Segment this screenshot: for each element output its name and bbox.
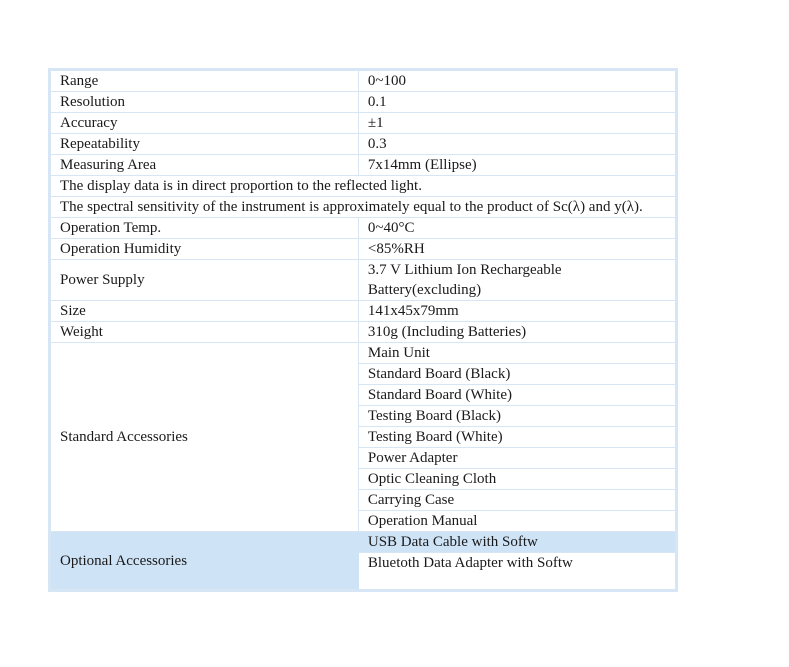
standard-accessory-item: Power Adapter bbox=[358, 448, 676, 469]
table-row bbox=[50, 176, 677, 197]
standard-accessory-item: Testing Board (Black) bbox=[358, 406, 676, 427]
table-row bbox=[50, 70, 677, 92]
table-row bbox=[50, 134, 677, 155]
optional-accessory-item: Bluetoth Data Adapter with Softw bbox=[358, 553, 676, 591]
table-row bbox=[50, 155, 677, 176]
resolution-label: Resolution bbox=[50, 92, 359, 113]
table-row bbox=[50, 343, 677, 364]
table-row bbox=[50, 239, 677, 260]
standard-accessory-item: Standard Board (Black) bbox=[358, 364, 676, 385]
display-data-note: The display data is in direct proportion to the reflected light. bbox=[50, 176, 677, 197]
table-row bbox=[50, 301, 677, 322]
standard-accessories-label: Standard Accessories bbox=[50, 343, 359, 532]
standard-accessory-item: Main Unit bbox=[358, 343, 676, 364]
size-value: 141x45x79mm bbox=[358, 301, 676, 322]
accuracy-label: Accuracy bbox=[50, 113, 359, 134]
power-supply-line-1: 3.7 V Lithium Ion Rechargeable bbox=[367, 262, 562, 278]
table-row bbox=[50, 532, 677, 553]
repeatability-label: Repeatability bbox=[50, 134, 359, 155]
weight-value: 310g (Including Batteries) bbox=[358, 322, 676, 343]
table-row bbox=[50, 197, 677, 218]
measuring-area-label: Measuring Area bbox=[50, 155, 359, 176]
size-label: Size bbox=[50, 301, 359, 322]
power-supply-line-2: Battery(excluding) bbox=[367, 282, 482, 298]
op-temp-value: 0~40°C bbox=[358, 218, 676, 239]
spectral-sensitivity-note: The spectral sensitivity of the instrument is approximately equal to the product of Sc(λ) and y(λ). bbox=[50, 197, 677, 218]
standard-accessory-item: Testing Board (White) bbox=[358, 427, 676, 448]
range-value: 0~100 bbox=[358, 70, 676, 92]
standard-accessory-item: Optic Cleaning Cloth bbox=[358, 469, 676, 490]
table-row bbox=[50, 218, 677, 239]
table-row bbox=[50, 113, 677, 134]
weight-label: Weight bbox=[50, 322, 359, 343]
standard-accessory-item: Carrying Case bbox=[358, 490, 676, 511]
table-row bbox=[50, 260, 677, 301]
table-row bbox=[50, 92, 677, 113]
optional-accessory-item: USB Data Cable with Softw bbox=[358, 532, 676, 553]
op-humidity-value: <85%RH bbox=[358, 239, 676, 260]
table-row bbox=[50, 322, 677, 343]
resolution-value: 0.1 bbox=[358, 92, 676, 113]
accuracy-value: ±1 bbox=[358, 113, 676, 134]
power-supply-label: Power Supply bbox=[50, 260, 359, 301]
power-supply-value bbox=[358, 260, 676, 301]
spec-table bbox=[48, 68, 678, 592]
range-label: Range bbox=[50, 70, 359, 92]
standard-accessory-item: Operation Manual bbox=[358, 511, 676, 532]
repeatability-value: 0.3 bbox=[358, 134, 676, 155]
measuring-area-value: 7x14mm (Ellipse) bbox=[358, 155, 676, 176]
standard-accessory-item: Standard Board (White) bbox=[358, 385, 676, 406]
optional-accessories-label: Optional Accessories bbox=[50, 532, 359, 591]
op-humidity-label: Operation Humidity bbox=[50, 239, 359, 260]
op-temp-label: Operation Temp. bbox=[50, 218, 359, 239]
